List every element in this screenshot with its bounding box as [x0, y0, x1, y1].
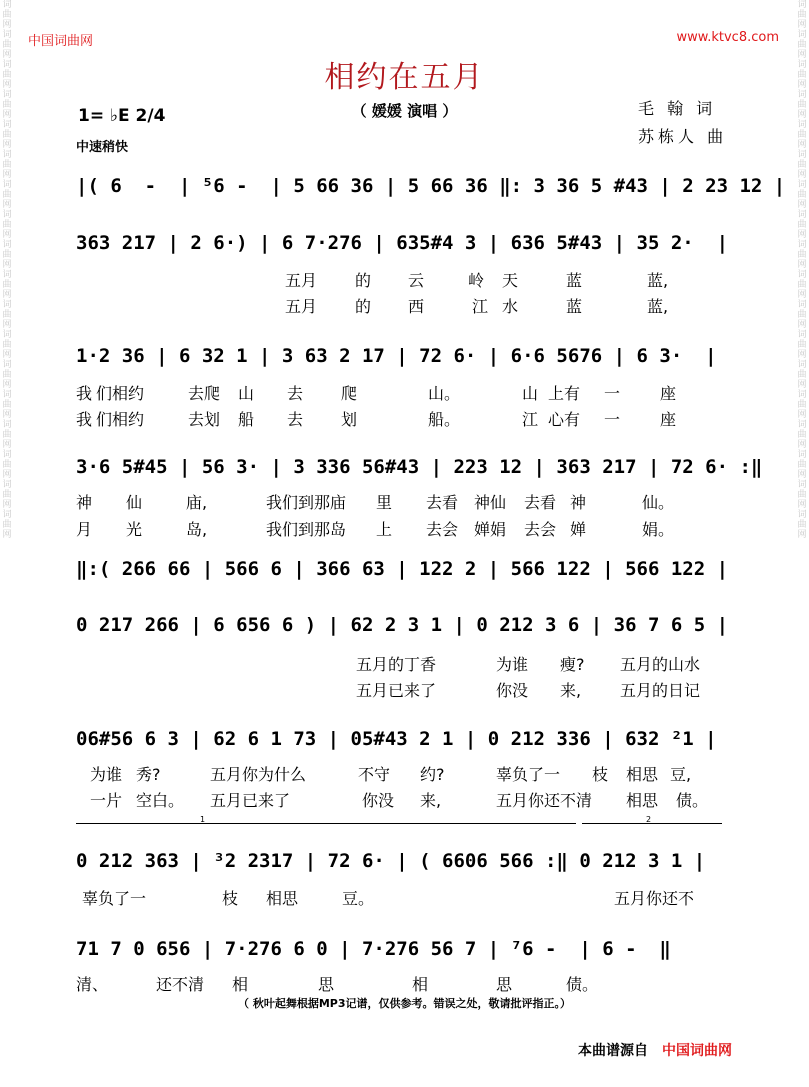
source-brand-link[interactable]: 中国词曲网	[662, 1043, 732, 1059]
lyric: 来,	[420, 791, 442, 810]
score-row-7: 06#56 6 3 | 62 6 1 73 | 05#43 2 1 | 0 212 336 | 632 ²1 |	[76, 728, 717, 750]
lyric: 相	[412, 975, 429, 994]
lyric: 豆。	[342, 889, 375, 908]
lyric: 豆,	[670, 765, 692, 784]
tempo-marking: 中速稍快	[76, 140, 129, 155]
lyric: 水	[502, 297, 519, 316]
lyric: 我们到那岛	[266, 520, 347, 539]
transcription-note: （ 秋叶起舞根据MP3记谱，仅供参考。错误之处，敬请批评指正。）	[238, 997, 571, 1010]
lyric: 去看	[426, 493, 459, 512]
lyric: 娟。	[642, 520, 675, 539]
lyric: 婵娟	[474, 520, 507, 539]
lyric: 去	[287, 384, 304, 403]
lyric: 蓝	[566, 271, 583, 290]
lyric: 一片	[90, 791, 123, 810]
lyric: 上有	[548, 384, 581, 403]
volta-number-1: 1	[200, 815, 206, 824]
lyric: 五月的山水	[620, 655, 701, 674]
lyric: 去爬	[188, 384, 221, 403]
lyric: 月	[76, 520, 93, 539]
lyric: 光	[126, 520, 143, 539]
lyric: 五月	[285, 271, 318, 290]
lyric: 空白。	[136, 791, 185, 810]
lyric: 我们到那庙	[266, 493, 347, 512]
lyric: 去划	[188, 410, 221, 429]
lyric: 五月的丁香	[356, 655, 437, 674]
lyric: 债。	[566, 975, 599, 994]
lyric: 蓝,	[647, 297, 669, 316]
lyric: 枝	[592, 765, 609, 784]
lyric: 五月的日记	[620, 681, 701, 700]
lyric: 债。	[676, 791, 709, 810]
lyric: 来,	[560, 681, 582, 700]
lyric: 心有	[548, 410, 581, 429]
lyric: 五月你为什么	[210, 765, 307, 784]
lyric: 相思	[266, 889, 299, 908]
lyric: 的	[355, 297, 372, 316]
lyric: 山	[522, 384, 539, 403]
composer-credit: 苏栋人 曲	[638, 127, 728, 146]
lyric: 为谁	[90, 765, 123, 784]
lyric: 江	[522, 410, 539, 429]
lyric: 还不清	[156, 975, 205, 994]
volta-bracket-1	[76, 823, 576, 824]
lyric: 秀?	[136, 765, 161, 784]
lyric: 枝	[222, 889, 239, 908]
lyric: 西	[408, 297, 425, 316]
source-line	[578, 1040, 732, 1060]
site-name-link[interactable]: 中国词曲网	[28, 34, 94, 49]
lyric: 你没	[362, 791, 395, 810]
lyric: 仙。	[642, 493, 675, 512]
lyric: 去会	[426, 520, 459, 539]
lyric: 的	[355, 271, 372, 290]
score-row-1: |( 6 - | ⁵6 - | 5 66 36 | 5 66 36 ‖: 3 36 5 #43 | 2 23 12 |	[76, 175, 786, 197]
lyric: 们相约	[96, 384, 145, 403]
score-row-3: 1·2 36 | 6 32 1 | 3 63 2 17 | 72 6· | 6·6 5676 | 6 3· |	[76, 345, 717, 367]
lyric: 座	[660, 384, 677, 403]
lyric: 船	[238, 410, 255, 429]
lyric: 五月你还不	[614, 889, 695, 908]
lyric: 划	[341, 410, 358, 429]
lyric: 里	[376, 493, 393, 512]
lyric: 神	[76, 493, 93, 512]
lyric: 去	[287, 410, 304, 429]
lyric: 我	[76, 384, 93, 403]
lyric: 一	[604, 410, 621, 429]
lyric: 思	[318, 975, 335, 994]
lyricist-credit: 毛 翰 词	[638, 99, 717, 118]
lyric: 庙,	[186, 493, 208, 512]
score-row-6: 0 217 266 | 6 656 6 ) | 62 2 3 1 | 0 212 3 6 | 36 7 6 5 |	[76, 614, 729, 636]
singer-credit: （ 媛媛 演唱 ）	[351, 102, 458, 120]
lyric: 相思	[626, 791, 659, 810]
lyric: 五月已来了	[210, 791, 291, 810]
lyric: 我	[76, 410, 93, 429]
lyric: 约?	[420, 765, 445, 784]
lyric: 瘦?	[560, 655, 585, 674]
lyric: 不守	[358, 765, 391, 784]
lyric: 江	[472, 297, 489, 316]
lyric: 岛,	[186, 520, 208, 539]
lyric: 去看	[524, 493, 557, 512]
key-signature: 1= ♭E 2/4	[78, 106, 166, 126]
lyric: 相思	[626, 765, 659, 784]
lyric: 五月已来了	[356, 681, 437, 700]
lyric: 神仙	[474, 493, 507, 512]
site-url-link[interactable]: www.ktvc8.com	[676, 30, 779, 45]
lyric: 上	[376, 520, 393, 539]
left-watermark: 词 曲 网 词 曲 网 词 曲 网 词 曲 网 词 曲 网 词 曲 网 词 曲 网 词 曲 网 词 曲 网 词 曲 网 词 曲 网 词 曲 网 词 曲 网 词 曲 网 词 曲 网 词 曲 网 词 曲 网 词 曲 网	[2, 0, 12, 540]
lyric: 去会	[524, 520, 557, 539]
score-row-5: ‖:( 266 66 | 566 6 | 366 63 | 122 2 | 566 122 | 566 122 |	[76, 558, 729, 580]
lyric: 一	[604, 384, 621, 403]
volta-bracket-2	[582, 823, 722, 824]
lyric: 五月你还不清	[496, 791, 593, 810]
song-title: 相约在五月	[324, 60, 485, 95]
lyric: 辜负了一	[496, 765, 561, 784]
lyric: 们相约	[96, 410, 145, 429]
lyric: 清、	[76, 975, 109, 994]
lyric: 你没	[496, 681, 529, 700]
score-row-9: 71 7 0 656 | 7·276 6 0 | 7·276 56 7 | ⁷6 - | 6 - ‖	[76, 938, 671, 960]
score-row-8: 0 212 363 | ³2 2317 | 72 6· | ( 6606 566 :‖ 0 212 3 1 |	[76, 850, 706, 872]
lyric: 为谁	[496, 655, 529, 674]
source-label: 本曲谱源自	[578, 1043, 648, 1059]
lyric: 思	[496, 975, 513, 994]
lyric: 天	[502, 271, 519, 290]
score-row-4: 3·6 5#45 | 56 3· | 3 336 56#43 | 223 12 | 363 217 | 72 6· :‖	[76, 456, 763, 478]
lyric: 蓝,	[647, 271, 669, 290]
lyric: 神	[570, 493, 587, 512]
lyric: 山。	[428, 384, 461, 403]
lyric: 蓝	[566, 297, 583, 316]
right-watermark: 词 曲 网 词 曲 网 词 曲 网 词 曲 网 词 曲 网 词 曲 网 词 曲 网 词 曲 网 词 曲 网 词 曲 网 词 曲 网 词 曲 网 词 曲 网 词 曲 网 词 曲 网 词 曲 网 词 曲 网 词 曲 网	[797, 0, 807, 540]
lyric: 相	[232, 975, 249, 994]
lyric: 山	[238, 384, 255, 403]
lyric: 辜负了一	[82, 889, 147, 908]
lyric: 云	[408, 271, 425, 290]
lyric: 船。	[428, 410, 461, 429]
lyric: 婵	[570, 520, 587, 539]
lyric: 岭	[468, 271, 485, 290]
lyric: 五月	[285, 297, 318, 316]
lyric: 座	[660, 410, 677, 429]
lyric: 仙	[126, 493, 143, 512]
lyric: 爬	[341, 384, 358, 403]
volta-number-2: 2	[646, 815, 652, 824]
score-row-2: 363 217 | 2 6·) | 6 7·276 | 635#4 3 | 636 5#43 | 35 2· |	[76, 232, 729, 254]
